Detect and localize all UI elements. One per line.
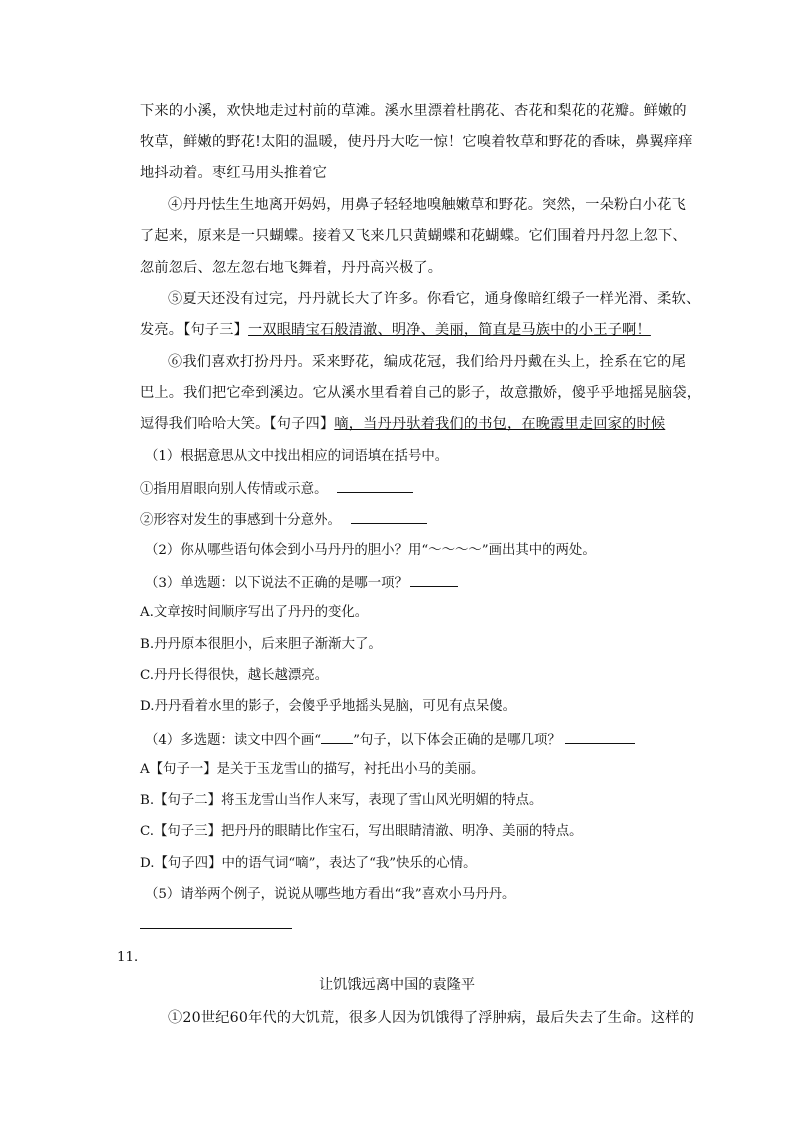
sentence-4-tag: 逗得我们哈哈大笑。【句子四】 — [140, 416, 335, 432]
answer-line-5[interactable] — [140, 928, 292, 929]
question-4-text-b: ”句子，以下体会正确的是哪几项？ — [353, 733, 561, 748]
option-3b: B.丹丹原本很胆小，后来胆子渐渐大了。 — [140, 637, 382, 652]
option-3a: A.文章按时间顺序写出了丹丹的变化。 — [140, 605, 369, 620]
question-1a — [140, 478, 413, 500]
sentence-3-underlined: 一双眼睛宝石般清澈、明净、美丽，简直是马族中的小王子啊！ — [248, 322, 651, 338]
question-3 — [145, 572, 458, 594]
passage-line: 地抖动着。枣红马用头推着它 — [140, 165, 328, 181]
passage-line: 下来的小溪，欢快地走过村前的草滩。溪水里漂着杜鹃花、杏花和梨花的花瓣。鲜嫩的 — [140, 103, 687, 119]
option-3d: D.丹丹看着水里的影子，会傻乎乎地摇头晃脑，可见有点呆傻。 — [140, 699, 517, 714]
option-4d: D.【句子四】中的语气词“嘀”，表达了“我”快乐的心情。 — [140, 856, 477, 871]
passage-line: 了起来，原来是一只蝴蝶。接着又飞来几只黄蝴蝶和花蝴蝶。它们围着丹丹忽上忽下、 — [140, 228, 687, 244]
question-1: （1）根据意思从文中找出相应的词语填在括号中。 — [145, 449, 449, 464]
passage-title: 让饥饿远离中国的袁隆平 — [318, 977, 476, 993]
question-5: （5）请举两个例子，说说从哪些地方看出“我”喜欢小马丹丹。 — [145, 887, 516, 902]
underline-mark — [321, 730, 353, 744]
question-1b-text: ②形容对发生的事感到十分意外。 — [140, 513, 341, 528]
sentence-4-underlined: 嘀，当丹丹驮着我们的书包，在晚霞里走回家的时候 — [334, 416, 666, 432]
question-4-text-a: （4）多选题：读文中四个画“ — [145, 733, 322, 748]
answer-blank-4[interactable] — [565, 729, 635, 744]
passage-line: 牧草，鲜嫩的野花!太阳的温暖，使丹丹大吃一惊！它嗅着牧草和野花的香味，鼻翼痒痒 — [140, 134, 693, 150]
question-4 — [145, 729, 635, 751]
passage-line: 忽前忽后、忽左忽右地飞舞着，丹丹高兴极了。 — [140, 260, 443, 276]
option-4c: C.【句子三】把丹丹的眼睛比作宝石，写出眼睛清澈、明净、美丽的特点。 — [140, 824, 583, 839]
option-4b: B.【句子二】将玉龙雪山当作人来写，表现了雪山风光明媚的特点。 — [140, 793, 543, 808]
sentence-3-tag: 发亮。【句子三】 — [140, 322, 249, 338]
question-2: （2）你从哪些语句体会到小马丹丹的胆小？用“～～～～”画出其中的两处。 — [145, 543, 596, 558]
passage-paragraph-6: ⑥我们喜欢打扮丹丹。采来野花，编成花冠，我们给丹丹戴在头上，拴系在它的尾 — [168, 354, 686, 370]
passage-line-sentence-3 — [140, 315, 680, 347]
question-3-text: （3）单选题：以下说法不正确的是哪一项？ — [145, 576, 408, 591]
passage-paragraph-1: ①20世纪60年代的大饥荒，很多人因为饥饿得了浮肿病，最后失去了生命。这样的 — [168, 1010, 695, 1026]
passage-line-sentence-4 — [140, 409, 680, 441]
option-3c: C.丹丹长得很快，越长越漂亮。 — [140, 668, 329, 683]
passage-paragraph-4: ④丹丹怯生生地离开妈妈，用鼻子轻轻地嗅触嫩草和野花。突然，一朵粉白小花飞 — [168, 197, 686, 213]
option-4a: A【句子一】是关于玉龙雪山的描写，衬托出小马的美丽。 — [140, 762, 485, 777]
answer-blank-3[interactable] — [410, 572, 458, 587]
question-1b — [140, 509, 427, 531]
question-1a-text: ①指用眉眼向别人传情或示意。 — [140, 482, 328, 497]
answer-blank-1a[interactable] — [337, 478, 413, 493]
answer-blank-1b[interactable] — [351, 509, 427, 524]
passage-line: 巴上。我们把它牵到溪边。它从溪水里看着自己的影子，故意撒娇，傻乎乎地摇晃脑袋， — [140, 385, 702, 401]
question-number: 11． — [117, 950, 148, 965]
passage-paragraph-5: ⑤夏天还没有过完，丹丹就长大了许多。你看它，通身像暗红缎子一样光滑、柔软、 — [168, 291, 701, 307]
